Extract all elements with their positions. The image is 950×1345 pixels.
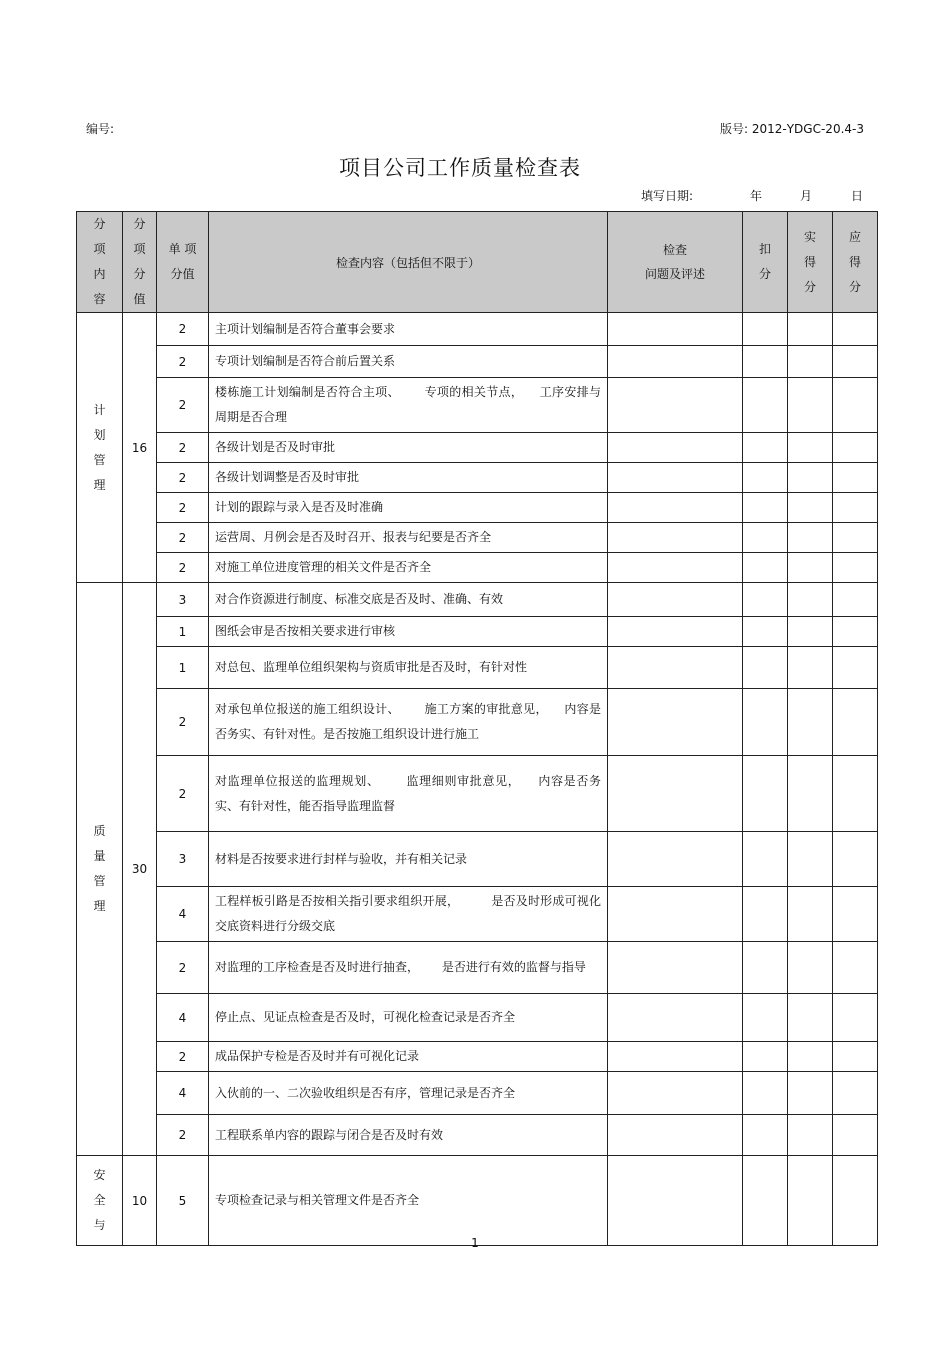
due-score-cell[interactable]: [833, 689, 878, 756]
due-score-cell[interactable]: [833, 553, 878, 583]
col-header-content: 检查内容（包括但不限于）: [209, 212, 608, 313]
check-content-cell: 对施工单位进度管理的相关文件是否齐全: [209, 553, 608, 583]
actual-score-cell[interactable]: [788, 433, 833, 463]
actual-score-cell[interactable]: [788, 617, 833, 647]
table-row: [77, 1156, 878, 1246]
item-score-cell: 1: [157, 647, 209, 689]
category-score-cell: 30: [123, 583, 157, 1156]
category-cell: 安全与: [77, 1156, 123, 1246]
due-score-cell[interactable]: [833, 493, 878, 523]
check-content-cell: 对承包单位报送的施工组织设计、 施工方案的审批意见， 内容是否务实、有针对性。是否按施工组织设计进行施工: [209, 689, 608, 756]
deduct-cell[interactable]: [743, 689, 788, 756]
issues-cell[interactable]: [608, 378, 743, 433]
col-header-category-score: 分项分值: [123, 212, 157, 313]
issues-cell[interactable]: [608, 313, 743, 346]
item-score-cell: 2: [157, 756, 209, 832]
due-score-cell[interactable]: [833, 994, 878, 1042]
category-score-cell: 16: [123, 313, 157, 583]
page-number: 1: [471, 1236, 479, 1250]
issues-cell[interactable]: [608, 756, 743, 832]
actual-score-cell[interactable]: [788, 832, 833, 887]
due-score-cell[interactable]: [833, 583, 878, 617]
table-row: [77, 313, 878, 346]
check-content-cell: 主项计划编制是否符合董事会要求: [209, 313, 608, 346]
item-score-cell: 1: [157, 617, 209, 647]
issues-cell[interactable]: [608, 433, 743, 463]
deduct-cell[interactable]: [743, 617, 788, 647]
issues-cell[interactable]: [608, 346, 743, 378]
check-content-cell: 计划的跟踪与录入是否及时准确: [209, 493, 608, 523]
actual-score-cell[interactable]: [788, 887, 833, 942]
deduct-cell[interactable]: [743, 493, 788, 523]
table-row: [77, 942, 878, 994]
item-score-cell: 3: [157, 832, 209, 887]
table-row: [77, 433, 878, 463]
deduct-cell[interactable]: [743, 378, 788, 433]
deduct-cell[interactable]: [743, 887, 788, 942]
check-content-cell: 专项计划编制是否符合前后置关系: [209, 346, 608, 378]
issues-cell[interactable]: [608, 1072, 743, 1115]
category-cell: 质量管理: [77, 583, 123, 1156]
due-score-cell[interactable]: [833, 942, 878, 994]
actual-score-cell[interactable]: [788, 493, 833, 523]
item-score-cell: 2: [157, 313, 209, 346]
deduct-cell[interactable]: [743, 756, 788, 832]
item-score-cell: 2: [157, 523, 209, 553]
date-day-label: 日: [851, 189, 864, 203]
item-score-cell: 4: [157, 994, 209, 1042]
deduct-cell[interactable]: [743, 433, 788, 463]
table-row: [77, 493, 878, 523]
issues-cell[interactable]: [608, 994, 743, 1042]
check-content-cell: 成品保护专检是否及时并有可视化记录: [209, 1042, 608, 1072]
due-score-cell[interactable]: [833, 433, 878, 463]
deduct-cell[interactable]: [743, 1072, 788, 1115]
due-score-cell[interactable]: [833, 1156, 878, 1246]
item-score-cell: 2: [157, 1115, 209, 1156]
table-row: [77, 1072, 878, 1115]
deduct-cell[interactable]: [743, 832, 788, 887]
table-row: [77, 994, 878, 1042]
actual-score-cell[interactable]: [788, 583, 833, 617]
check-content-cell: 停止点、见证点检查是否及时，可视化检查记录是否齐全: [209, 994, 608, 1042]
check-content-cell: 对监理单位报送的监理规划、 监理细则审批意见， 内容是否务实、有针对性，能否指导监理监督: [209, 756, 608, 832]
check-content-cell: 入伙前的一、二次验收组织是否有序，管理记录是否齐全: [209, 1072, 608, 1115]
deduct-cell[interactable]: [743, 1042, 788, 1072]
col-header-deduct: 扣分: [743, 212, 788, 313]
table-row: [77, 617, 878, 647]
due-score-cell[interactable]: [833, 1072, 878, 1115]
item-score-cell: 2: [157, 553, 209, 583]
actual-score-cell[interactable]: [788, 1072, 833, 1115]
due-score-cell[interactable]: [833, 832, 878, 887]
issues-cell[interactable]: [608, 553, 743, 583]
check-content-cell: 各级计划是否及时审批: [209, 433, 608, 463]
check-content-cell: 工程样板引路是否按相关指引要求组织开展， 是否及时形成可视化交底资料进行分级交底: [209, 887, 608, 942]
item-score-cell: 3: [157, 583, 209, 617]
table-row: [77, 523, 878, 553]
date-year-label: 年: [750, 189, 763, 203]
quality-check-table: [76, 211, 878, 1246]
table-row: [77, 1042, 878, 1072]
issues-cell[interactable]: [608, 493, 743, 523]
col-header-due: 应得分: [833, 212, 878, 313]
actual-score-cell[interactable]: [788, 1115, 833, 1156]
issues-cell[interactable]: [608, 647, 743, 689]
deduct-cell[interactable]: [743, 1156, 788, 1246]
issues-cell[interactable]: [608, 942, 743, 994]
due-score-cell[interactable]: [833, 378, 878, 433]
issues-cell[interactable]: [608, 887, 743, 942]
deduct-cell[interactable]: [743, 647, 788, 689]
check-content-cell: 运营周、月例会是否及时召开、报表与纪要是否齐全: [209, 523, 608, 553]
actual-score-cell[interactable]: [788, 463, 833, 493]
actual-score-cell[interactable]: [788, 1042, 833, 1072]
due-score-cell[interactable]: [833, 1042, 878, 1072]
page-title: 项目公司工作质量检查表: [339, 156, 581, 180]
item-score-cell: 2: [157, 1042, 209, 1072]
issues-cell[interactable]: [608, 583, 743, 617]
issues-cell[interactable]: [608, 463, 743, 493]
item-score-cell: 2: [157, 493, 209, 523]
deduct-cell[interactable]: [743, 523, 788, 553]
col-header-category: 分项内容: [77, 212, 123, 313]
item-score-cell: 2: [157, 378, 209, 433]
table-row: [77, 463, 878, 493]
fill-date-label: 填写日期:: [641, 189, 694, 203]
check-content-cell: 对监理的工序检查是否及时进行抽查， 是否进行有效的监督与指导: [209, 942, 608, 994]
due-score-cell[interactable]: [833, 523, 878, 553]
item-score-cell: 5: [157, 1156, 209, 1246]
check-content-cell: 专项检查记录与相关管理文件是否齐全: [209, 1156, 608, 1246]
deduct-cell[interactable]: [743, 994, 788, 1042]
version-number-label: 版号: 2012-YDGC-20.4-3: [720, 122, 864, 136]
actual-score-cell[interactable]: [788, 647, 833, 689]
due-score-cell[interactable]: [833, 1115, 878, 1156]
due-score-cell[interactable]: [833, 313, 878, 346]
due-score-cell[interactable]: [833, 756, 878, 832]
actual-score-cell[interactable]: [788, 313, 833, 346]
table-row: [77, 756, 878, 832]
actual-score-cell[interactable]: [788, 942, 833, 994]
actual-score-cell[interactable]: [788, 756, 833, 832]
check-content-cell: 工程联系单内容的跟踪与闭合是否及时有效: [209, 1115, 608, 1156]
check-content-cell: 对合作资源进行制度、标准交底是否及时、准确、有效: [209, 583, 608, 617]
table-row: [77, 647, 878, 689]
item-score-cell: 2: [157, 463, 209, 493]
item-score-cell: 2: [157, 942, 209, 994]
col-header-actual: 实得分: [788, 212, 833, 313]
issues-cell[interactable]: [608, 832, 743, 887]
actual-score-cell[interactable]: [788, 523, 833, 553]
fill-date-row: [641, 187, 863, 205]
due-score-cell[interactable]: [833, 346, 878, 378]
issues-cell[interactable]: [608, 689, 743, 756]
actual-score-cell[interactable]: [788, 994, 833, 1042]
check-content-cell: 图纸会审是否按相关要求进行审核: [209, 617, 608, 647]
due-score-cell[interactable]: [833, 887, 878, 942]
item-score-cell: 4: [157, 1072, 209, 1115]
actual-score-cell[interactable]: [788, 1156, 833, 1246]
issues-cell[interactable]: [608, 1042, 743, 1072]
issues-cell[interactable]: [608, 617, 743, 647]
table-row: [77, 1115, 878, 1156]
check-content-cell: 对总包、监理单位组织架构与资质审批是否及时，有针对性: [209, 647, 608, 689]
actual-score-cell[interactable]: [788, 346, 833, 378]
deduct-cell[interactable]: [743, 346, 788, 378]
category-score-cell: 10: [123, 1156, 157, 1246]
item-score-cell: 4: [157, 887, 209, 942]
actual-score-cell[interactable]: [788, 378, 833, 433]
issues-cell[interactable]: [608, 1156, 743, 1246]
deduct-cell[interactable]: [743, 313, 788, 346]
deduct-cell[interactable]: [743, 553, 788, 583]
category-cell: 计划管理: [77, 313, 123, 583]
deduct-cell[interactable]: [743, 942, 788, 994]
table-row: [77, 378, 878, 433]
col-header-issues: 检查 问题及评述: [608, 212, 743, 313]
table-row: [77, 553, 878, 583]
item-score-cell: 2: [157, 346, 209, 378]
check-content-cell: 各级计划调整是否及时审批: [209, 463, 608, 493]
deduct-cell[interactable]: [743, 1115, 788, 1156]
due-score-cell[interactable]: [833, 463, 878, 493]
check-content-cell: 楼栋施工计划编制是否符合主项、 专项的相关节点， 工序安排与周期是否合理: [209, 378, 608, 433]
table-row: [77, 583, 878, 617]
col-header-item-score: 单 项分值: [157, 212, 209, 313]
document-code-label: 编号:: [86, 122, 115, 136]
table-body: [77, 313, 878, 1246]
deduct-cell[interactable]: [743, 463, 788, 493]
item-score-cell: 2: [157, 433, 209, 463]
check-content-cell: 材料是否按要求进行封样与验收，并有相关记录: [209, 832, 608, 887]
actual-score-cell[interactable]: [788, 689, 833, 756]
table-row: [77, 689, 878, 756]
date-month-label: 月: [800, 189, 813, 203]
table-row: [77, 832, 878, 887]
item-score-cell: 2: [157, 689, 209, 756]
issues-cell[interactable]: [608, 1115, 743, 1156]
due-score-cell[interactable]: [833, 647, 878, 689]
issues-cell[interactable]: [608, 523, 743, 553]
deduct-cell[interactable]: [743, 583, 788, 617]
actual-score-cell[interactable]: [788, 553, 833, 583]
due-score-cell[interactable]: [833, 617, 878, 647]
table-row: [77, 346, 878, 378]
table-row: [77, 887, 878, 942]
table-header-row: [77, 212, 878, 313]
